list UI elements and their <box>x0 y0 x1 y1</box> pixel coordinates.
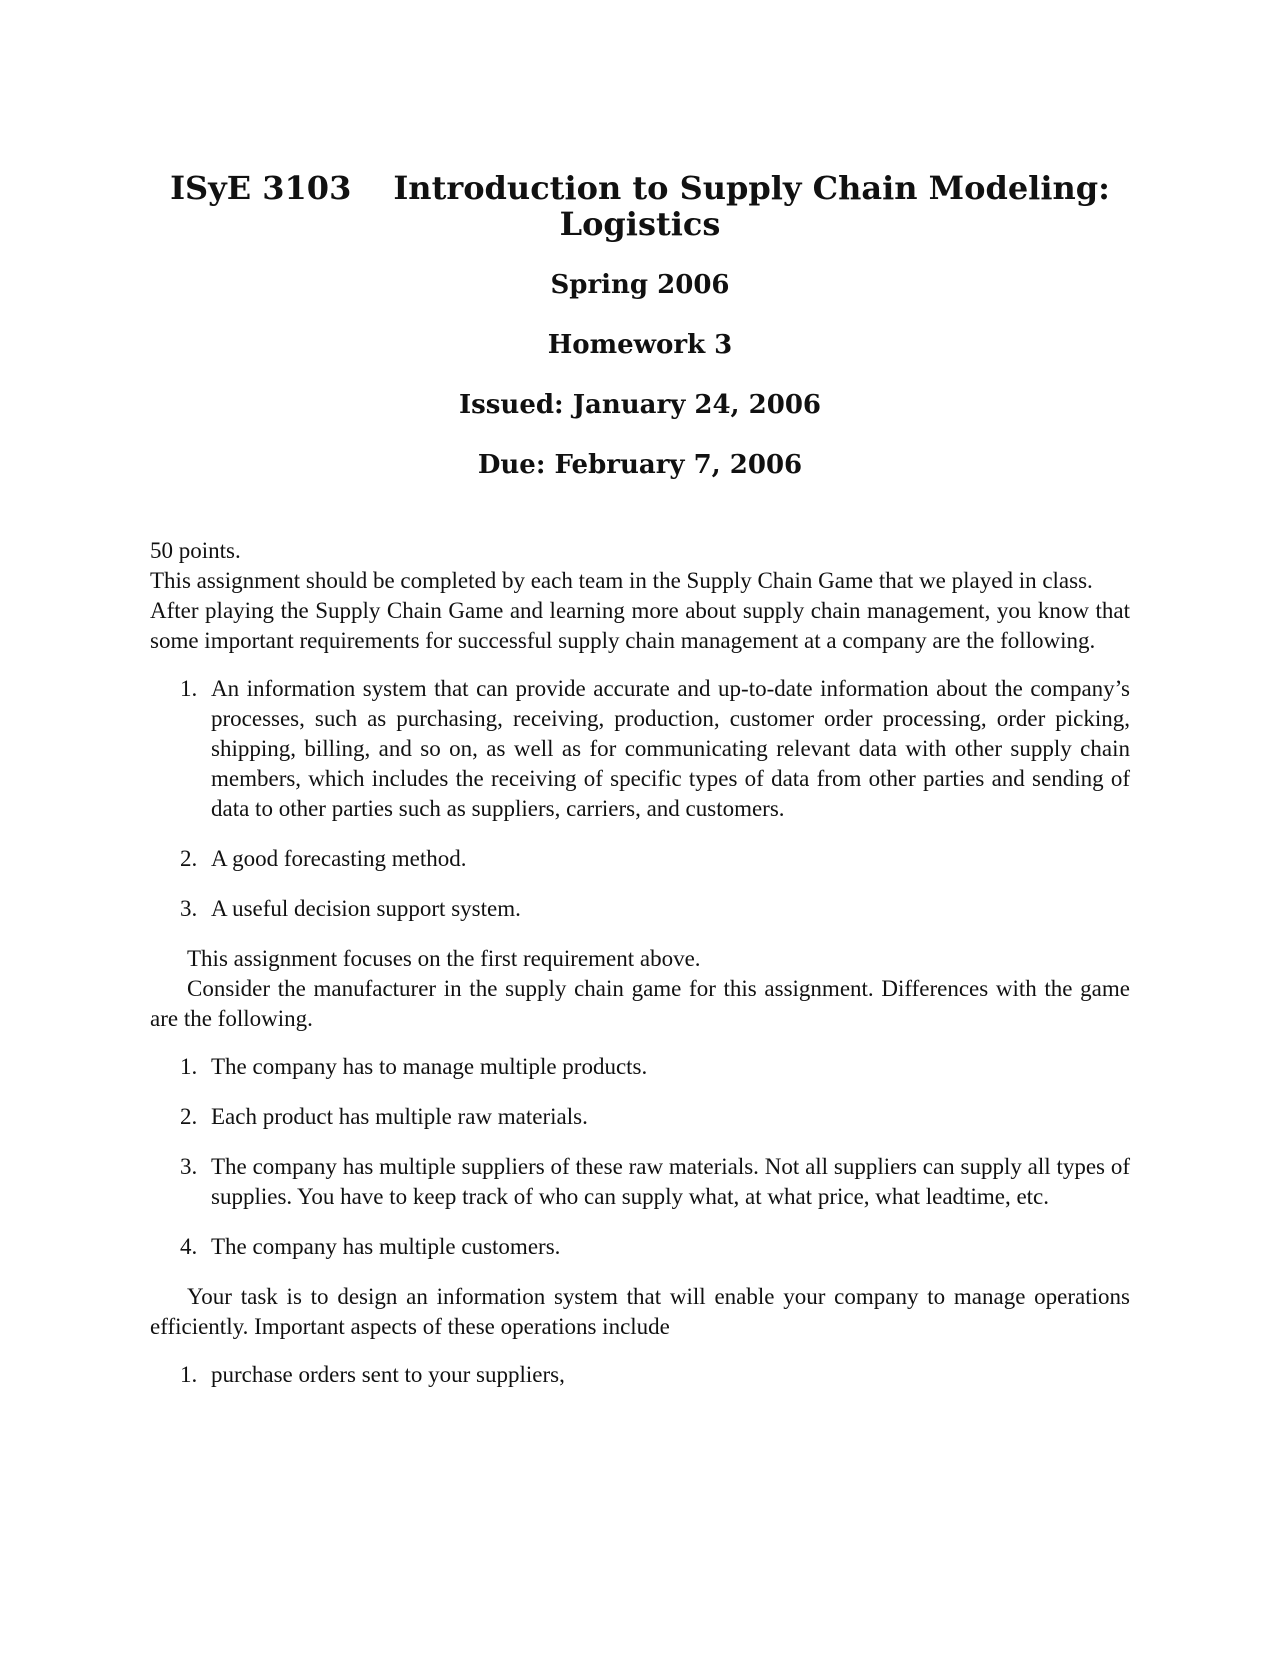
list-item-number: 2. <box>180 846 198 871</box>
list-item-text: An information system that can provide accurate and up-to-date information about the company’s processes, such as purchasing, receiving, production, customer order processing, order picking, shipping, billing, and so on, as well as for communicating relevant data with other supply chain members, which includes the receiving of specific types of data from other parties and sending of data to other parties such as suppliers, carriers, and customers. <box>211 676 1130 821</box>
intro-paragraph-1: This assignment should be completed by each team in the Supply Chain Game that we played in class. <box>150 568 1093 593</box>
assignment-title: Homework 3 <box>547 330 733 360</box>
due-date: Due: February 7, 2006 <box>477 450 803 480</box>
list-item-number: 1. <box>180 1054 198 1079</box>
intro-paragraph-2: After playing the Supply Chain Game and learning more about supply chain management, you know that some important requirements for successful supply chain management at a company are the following. <box>150 598 1130 653</box>
document-header <box>150 170 1130 480</box>
list-item-number: 4. <box>180 1234 198 1259</box>
differences-list <box>150 1052 1130 1262</box>
list-item-text: The company has to manage multiple products. <box>211 1054 648 1079</box>
course-title-line <box>150 170 1130 206</box>
issued-date: Issued: January 24, 2006 <box>458 390 822 420</box>
list-item <box>150 894 1130 924</box>
list-item <box>150 1360 1130 1390</box>
requirements-list <box>150 674 1130 924</box>
focus-paragraph-1: This assignment focuses on the first requirement above. <box>187 946 701 971</box>
aspects-list <box>150 1360 1130 1390</box>
focus-paragraph-2: Consider the manufacturer in the supply chain game for this assignment. Differences with the game are the following. <box>150 976 1130 1031</box>
course-title-continued: Logistics <box>559 205 721 243</box>
points-line: 50 points. <box>150 538 241 563</box>
list-item-text: A good forecasting method. <box>211 846 467 871</box>
document-page <box>150 0 1130 1656</box>
course-code: ISyE 3103 <box>170 169 352 207</box>
list-item <box>150 1152 1130 1212</box>
list-item <box>150 674 1130 824</box>
list-item-text: The company has multiple suppliers of these raw materials. Not all suppliers can supply all types of supplies. You have to keep track of who can supply what, at what price, what leadtime, etc. <box>211 1154 1130 1209</box>
list-item-number: 3. <box>180 1154 198 1179</box>
list-item-text: The company has multiple customers. <box>211 1234 561 1259</box>
list-item-number: 3. <box>180 896 198 921</box>
term: Spring 2006 <box>550 270 730 300</box>
list-item-text: purchase orders sent to your suppliers, <box>211 1362 565 1387</box>
task-paragraph: Your task is to design an information system that will enable your company to manage operations efficiently. Important aspects of these operations include <box>150 1284 1130 1339</box>
list-item-number: 1. <box>180 676 198 701</box>
list-item-text: Each product has multiple raw materials. <box>211 1104 588 1129</box>
course-title: Introduction to Supply Chain Modeling: <box>393 169 1110 207</box>
list-item-number: 2. <box>180 1104 198 1129</box>
list-item-number: 1. <box>180 1362 198 1387</box>
list-item-text: A useful decision support system. <box>211 896 521 921</box>
list-item <box>150 1052 1130 1082</box>
document-body <box>150 536 1130 1410</box>
list-item <box>150 1102 1130 1132</box>
list-item <box>150 844 1130 874</box>
list-item <box>150 1232 1130 1262</box>
